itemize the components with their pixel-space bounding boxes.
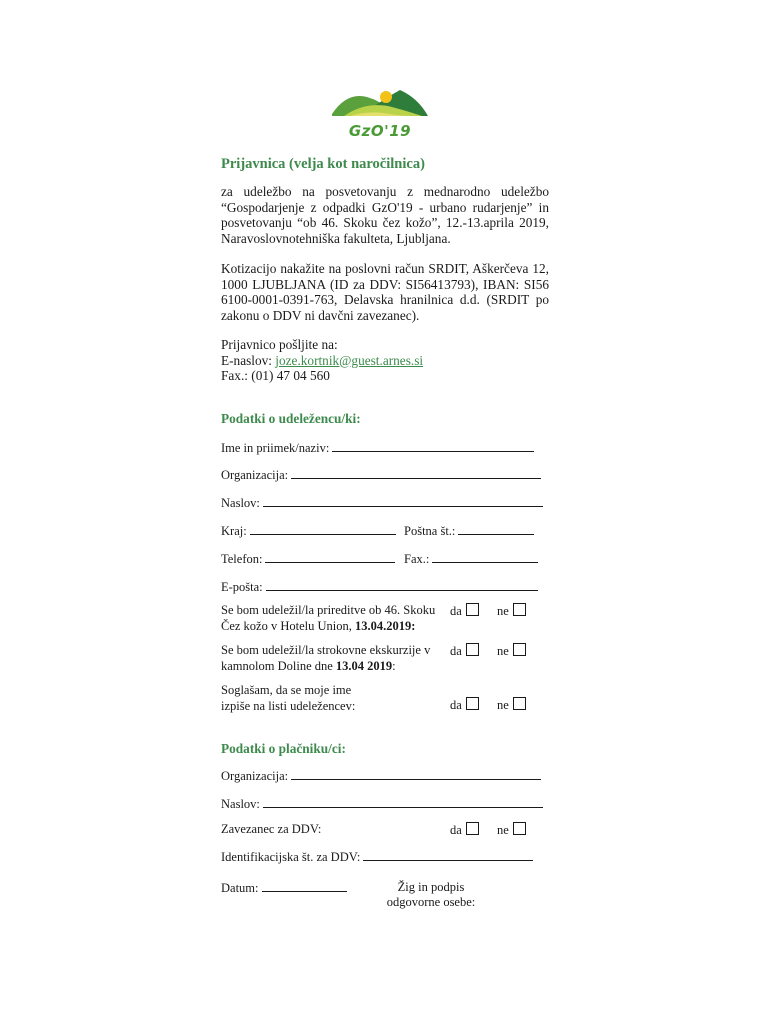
- stamp-signature: [384, 880, 478, 910]
- postal-label: Poštna št.:: [404, 524, 456, 538]
- city-label: Kraj:: [221, 524, 247, 538]
- postal-field[interactable]: [458, 523, 534, 535]
- logo-text: GzO'19: [348, 122, 412, 140]
- event-no: [497, 603, 526, 619]
- question-consent-line1: Soglašam, da se moje ime: [221, 683, 352, 697]
- payer-organization-field[interactable]: [291, 768, 541, 780]
- event-yes-checkbox[interactable]: [466, 603, 479, 616]
- consent-yes-checkbox[interactable]: [466, 697, 479, 710]
- question-excursion: [221, 643, 446, 674]
- no-label: ne: [497, 644, 509, 658]
- no-label: ne: [497, 698, 509, 712]
- yes-label: da: [450, 698, 462, 712]
- yes-label: da: [450, 604, 462, 618]
- vat-yes-checkbox[interactable]: [466, 822, 479, 835]
- email-link[interactable]: joze.kortnik@guest.arnes.si: [275, 352, 424, 368]
- email-label: E-naslov:: [221, 352, 272, 368]
- fax-field[interactable]: [432, 551, 538, 563]
- stamp-line1: Žig in podpis: [397, 880, 465, 894]
- intro-paragraph: za udeležbo na posvetovanju z mednarodno udeležbo “Gospodarjenje z odpadki GzO'19 - urbano rudarjenje” in posvetovanju “ob 46. Skoku čez kožo”, 12.-13.aprila 2019, Naravoslovnotehniška fakulteta, Ljubljana.: [221, 184, 549, 246]
- city-row: [221, 523, 396, 539]
- phone-field[interactable]: [265, 551, 395, 563]
- stamp-line2: odgovorne osebe:: [386, 895, 476, 909]
- question-excursion-colon: :: [392, 658, 396, 673]
- hills-graphic: [330, 84, 430, 124]
- vat-label: Zavezanec za DDV:: [221, 822, 322, 836]
- no-label: ne: [497, 604, 509, 618]
- question-excursion-date: 13.04 2019: [335, 658, 393, 673]
- question-event: [221, 603, 451, 634]
- send-info: [221, 337, 549, 384]
- question-consent-line2: izpiše na listi udeležencev:: [221, 698, 356, 713]
- payer-organization-label: Organizacija:: [221, 769, 289, 783]
- payer-heading: Podatki o plačniku/ci:: [221, 741, 346, 756]
- excursion-no: [497, 643, 526, 659]
- vat-row: [221, 822, 321, 837]
- organization-field[interactable]: [291, 467, 541, 479]
- consent-no-checkbox[interactable]: [513, 697, 526, 710]
- gzo-logo: [330, 84, 430, 140]
- excursion-no-checkbox[interactable]: [513, 643, 526, 656]
- vat-id-field[interactable]: [363, 849, 533, 861]
- form-title: Prijavnica (velja kot naročilnica): [221, 156, 425, 172]
- question-event-text: Se bom udeležil/la prireditve ob 46. Skoku Čez kožo v Hotelu Union,: [221, 603, 436, 633]
- vat-id-row: [221, 849, 533, 865]
- send-email-row: [221, 353, 549, 369]
- payer-address-field[interactable]: [263, 796, 543, 808]
- date-field[interactable]: [262, 880, 347, 892]
- date-label: Datum:: [221, 881, 259, 895]
- no-label: ne: [497, 823, 509, 837]
- excursion-yes-checkbox[interactable]: [466, 643, 479, 656]
- question-event-date: 13.04.2019:: [355, 618, 416, 633]
- participant-email-field[interactable]: [266, 579, 538, 591]
- yes-label: da: [450, 823, 462, 837]
- phone-row: [221, 551, 395, 567]
- send-fax: Fax.: (01) 47 04 560: [221, 368, 330, 383]
- name-field[interactable]: [332, 440, 534, 452]
- address-label: Naslov:: [221, 496, 260, 510]
- name-row: [221, 440, 534, 456]
- organization-row: [221, 467, 541, 483]
- consent-yes: [450, 697, 479, 713]
- payer-address-label: Naslov:: [221, 797, 260, 811]
- address-field[interactable]: [263, 495, 543, 507]
- organization-label: Organizacija:: [221, 468, 289, 482]
- question-consent: [221, 683, 451, 714]
- event-yes: [450, 603, 479, 619]
- postal-row: [404, 523, 534, 539]
- phone-label: Telefon:: [221, 552, 263, 566]
- participant-email-label: E-pošta:: [221, 580, 263, 594]
- address-row: [221, 495, 543, 511]
- vat-no-checkbox[interactable]: [513, 822, 526, 835]
- event-no-checkbox[interactable]: [513, 603, 526, 616]
- vat-id-label: Identifikacijska št. za DDV:: [221, 850, 361, 864]
- participant-heading: Podatki o udeležencu/ki:: [221, 411, 361, 426]
- fax-label: Fax.:: [404, 552, 430, 566]
- city-field[interactable]: [250, 523, 396, 535]
- send-heading: Prijavnico pošljite na:: [221, 337, 338, 352]
- email-row: [221, 579, 538, 595]
- consent-no: [497, 697, 526, 713]
- fax-row: [404, 551, 538, 567]
- date-row: [221, 880, 347, 896]
- excursion-yes: [450, 643, 479, 659]
- name-label: Ime in priimek/naziv:: [221, 441, 330, 455]
- sun-icon: [380, 91, 392, 103]
- vat-yes: [450, 822, 479, 838]
- vat-no: [497, 822, 526, 838]
- question-excursion-text: Se bom udeležil/la strokovne ekskurzije v kamnolom Doline dne: [221, 643, 431, 673]
- payer-address-row: [221, 796, 543, 812]
- payment-paragraph: Kotizacijo nakažite na poslovni račun SRDIT, Aškerčeva 12, 1000 LJUBLJANA (ID za DDV: SI56413793), IBAN: SI56 6100-0001-0391-763, Delavska hranilnica d.d. (SRDIT po zakonu o DDV ni davčni zavezanec).: [221, 261, 549, 323]
- payer-organization-row: [221, 768, 541, 784]
- yes-label: da: [450, 644, 462, 658]
